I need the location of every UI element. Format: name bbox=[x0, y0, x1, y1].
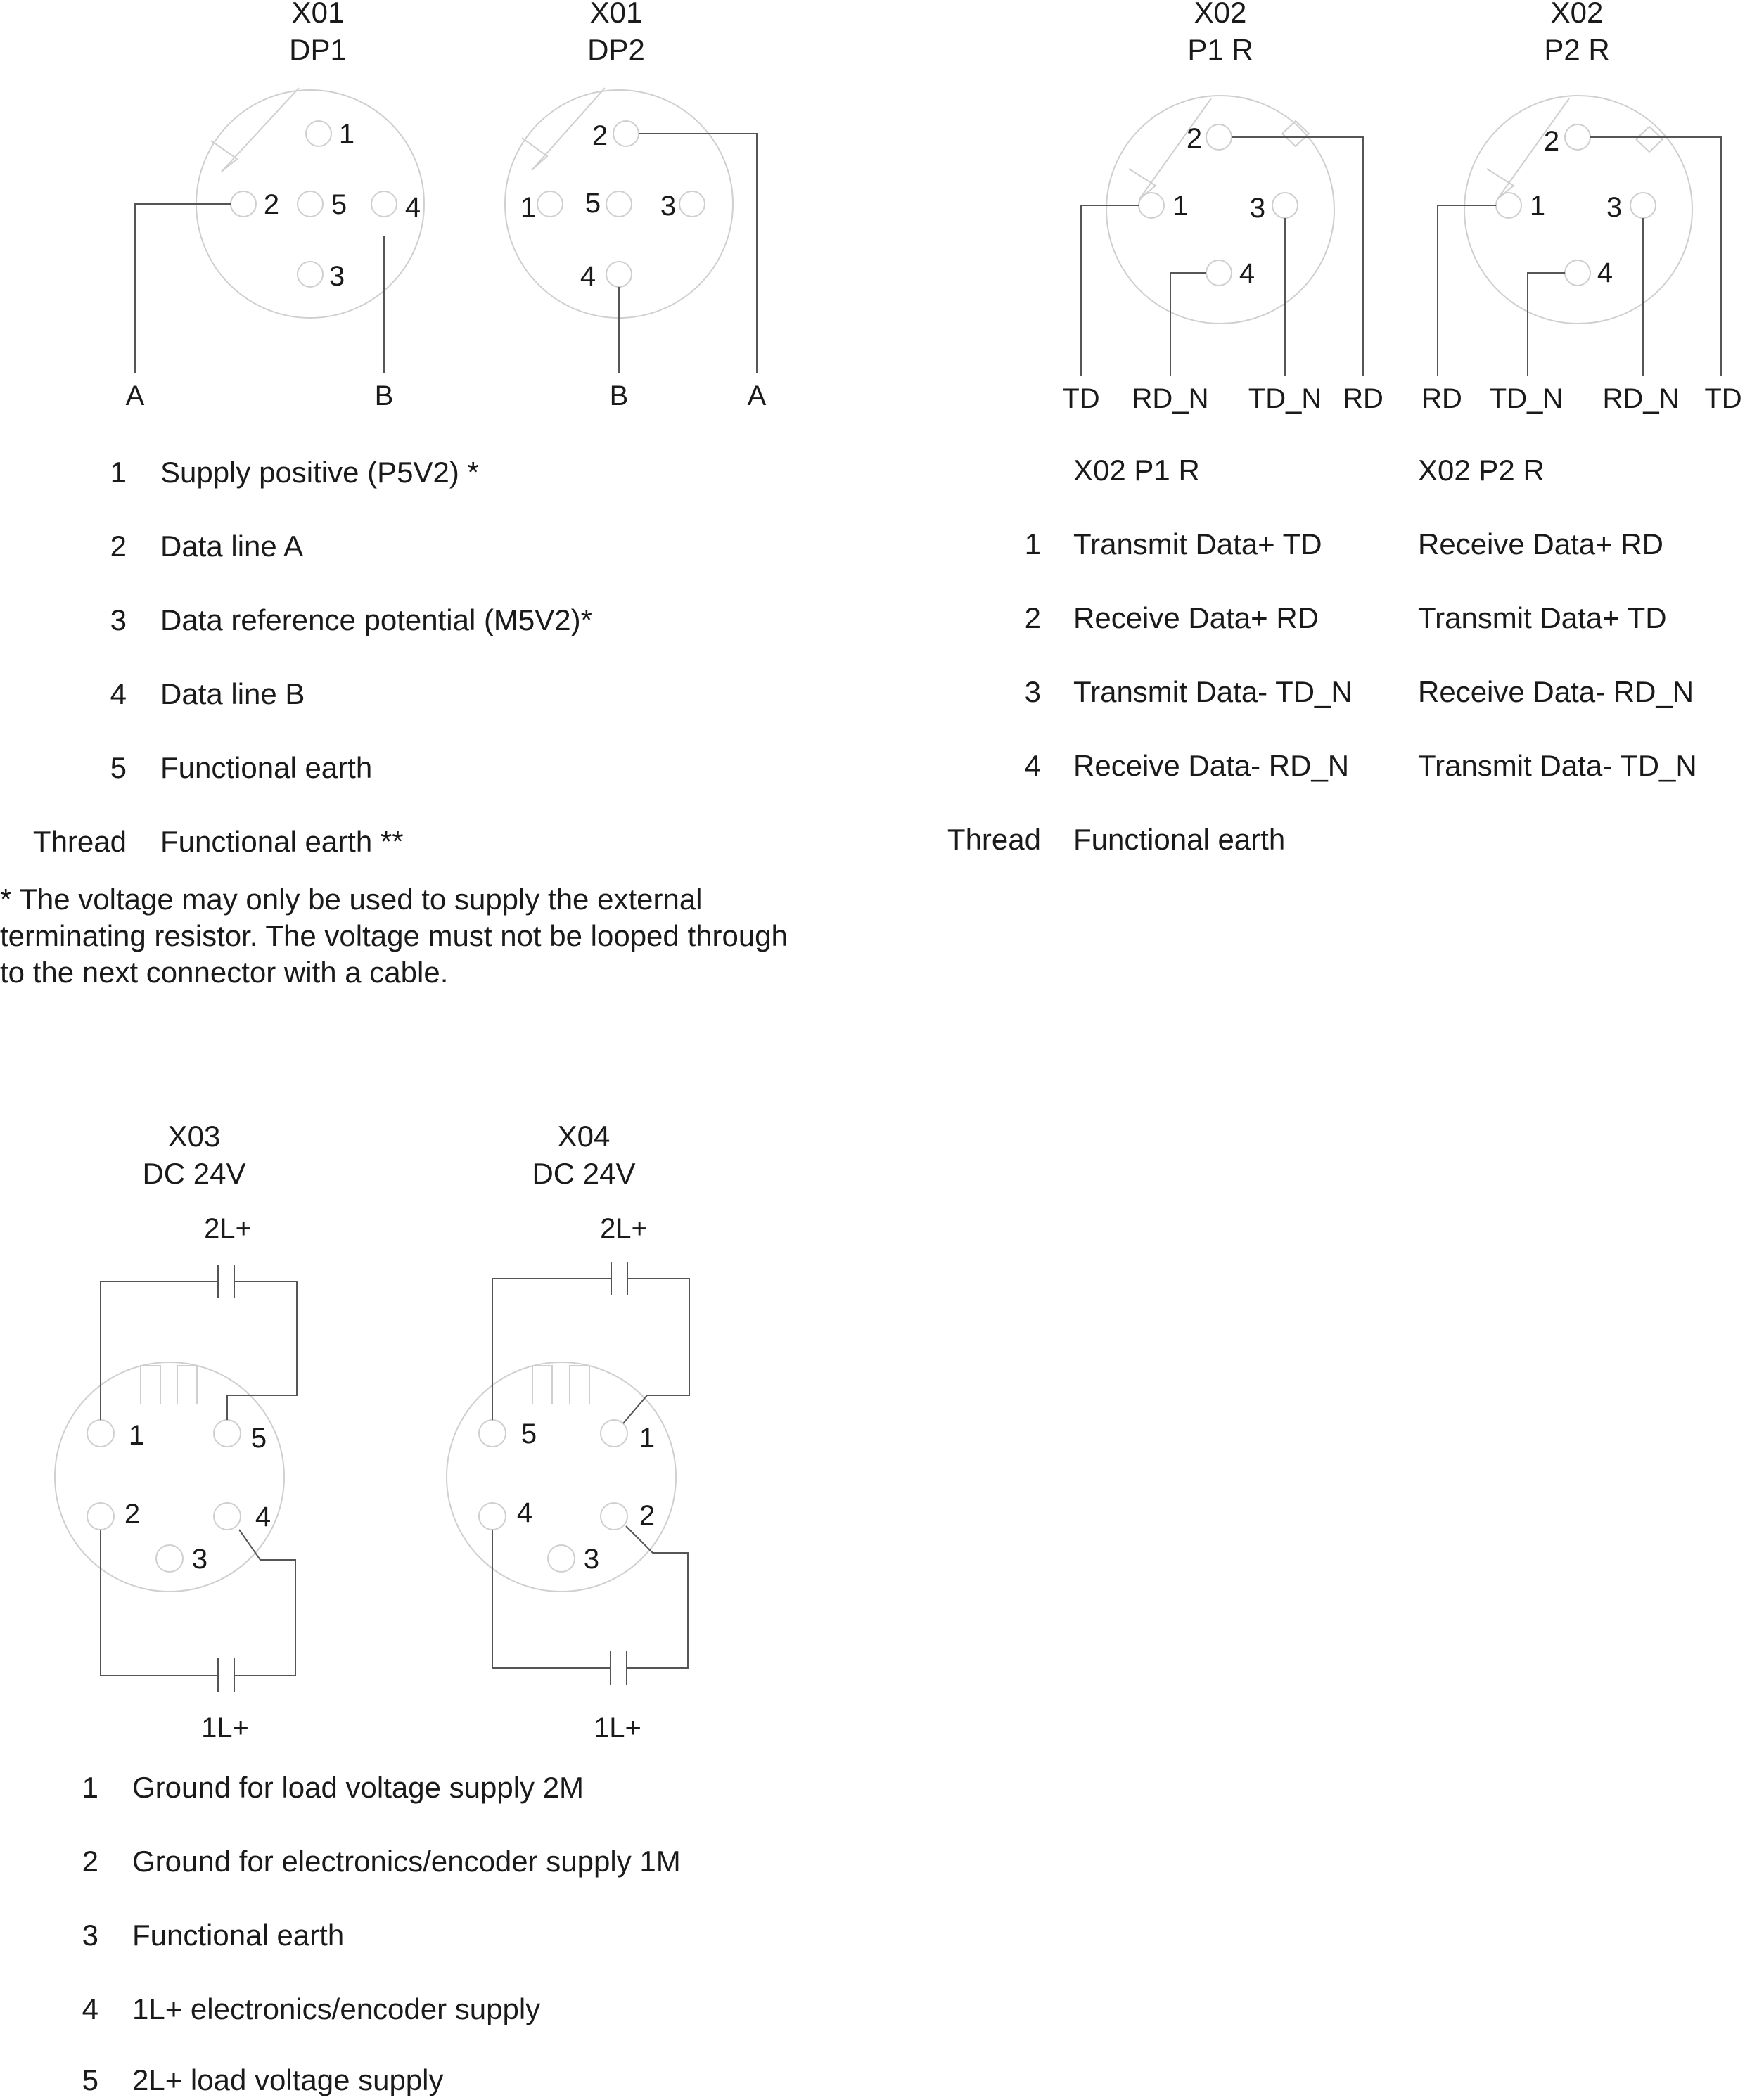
pin-number: 2 bbox=[82, 1845, 98, 1878]
pin-label: 4 bbox=[1239, 258, 1255, 289]
pin-label: 1 bbox=[639, 1423, 656, 1454]
pin-label: 3 bbox=[191, 1544, 208, 1575]
connector-x02-p2r bbox=[1421, 0, 1742, 414]
pin-label: 1 bbox=[128, 1420, 145, 1451]
connector-outline bbox=[55, 1362, 284, 1592]
pin-description: Ground for load voltage supply 2M bbox=[132, 1771, 584, 1804]
pin-label: 5 bbox=[331, 189, 347, 220]
signal-label: TD bbox=[1062, 383, 1100, 414]
pin-number: 3 bbox=[82, 1919, 98, 1952]
pin-number: 2 bbox=[1024, 601, 1041, 634]
table-header: X02 P1 R bbox=[1073, 454, 1200, 487]
pin-2 bbox=[613, 121, 639, 146]
wire bbox=[234, 1530, 295, 1675]
wire bbox=[1528, 273, 1565, 376]
connector-x04 bbox=[447, 1120, 689, 1743]
pin-1 bbox=[306, 121, 331, 146]
pin-number: 3 bbox=[1024, 675, 1041, 708]
pin-3 bbox=[1630, 193, 1656, 218]
pin-4 bbox=[371, 191, 397, 217]
pin-4 bbox=[214, 1503, 241, 1530]
pin-4 bbox=[606, 262, 632, 287]
signal-label: TD_N bbox=[1489, 383, 1564, 414]
wire bbox=[101, 1281, 218, 1420]
pin-2 bbox=[1565, 124, 1590, 150]
pin-description-p1: Receive Data+ RD bbox=[1073, 601, 1319, 634]
pin-description: Functional earth bbox=[132, 1919, 345, 1952]
pin-description: Data reference potential (M5V2)* bbox=[160, 603, 592, 636]
pin-label: 2 bbox=[1186, 123, 1203, 154]
pin-description-p2: Receive Data- RD_N bbox=[1418, 675, 1694, 708]
supply-label-top: 2L+ bbox=[600, 1213, 648, 1244]
connector-id: X01 bbox=[589, 0, 643, 29]
pin-label: 2 bbox=[1543, 126, 1560, 157]
wire bbox=[1170, 273, 1206, 376]
connector-name: P2 R bbox=[1544, 33, 1610, 66]
pin-label: 3 bbox=[660, 191, 677, 222]
pin-5 bbox=[606, 191, 632, 217]
footnote: * The voltage may only be used to supply the external terminating resistor. The voltage must not be looped through to the next connector with a cable. bbox=[0, 883, 788, 989]
pin-description-p1: Receive Data- RD_N bbox=[1073, 749, 1350, 782]
coding-key bbox=[532, 1366, 552, 1404]
connector-id: X02 bbox=[1194, 0, 1247, 29]
pin-label: 5 bbox=[520, 1419, 537, 1449]
supply-label-bottom: 1L+ bbox=[201, 1712, 249, 1743]
pin-label: 1 bbox=[520, 192, 537, 223]
pin-label: 4 bbox=[516, 1497, 533, 1528]
pin-description: Functional earth ** bbox=[160, 825, 404, 858]
wire bbox=[135, 204, 231, 373]
connector-x02-p1r bbox=[1062, 0, 1383, 414]
pin-number: 2 bbox=[110, 530, 127, 563]
pin-1 bbox=[601, 1420, 627, 1447]
connector-x01-dp1 bbox=[126, 0, 424, 411]
pin-4 bbox=[1565, 260, 1590, 286]
pin-5 bbox=[214, 1420, 241, 1447]
pin-number: 4 bbox=[110, 677, 127, 710]
wire bbox=[1590, 137, 1721, 376]
pin-label: 5 bbox=[250, 1423, 267, 1454]
signal-label: RD_N bbox=[1602, 383, 1680, 414]
wire bbox=[1232, 137, 1363, 376]
pin-label: 4 bbox=[1597, 257, 1613, 288]
pin-number: 4 bbox=[82, 1992, 98, 2025]
pin-2 bbox=[87, 1503, 114, 1530]
pin-label: 2 bbox=[263, 189, 280, 220]
signal-label: B bbox=[374, 380, 394, 411]
wire bbox=[623, 1279, 689, 1423]
pin-description-p1: Functional earth bbox=[1073, 823, 1286, 856]
pin-number: 1 bbox=[1024, 527, 1041, 561]
pin-3 bbox=[548, 1545, 575, 1572]
supply-label-top: 2L+ bbox=[204, 1213, 252, 1244]
pin-5 bbox=[298, 191, 323, 217]
wire bbox=[639, 134, 757, 373]
signal-label: RD bbox=[1343, 383, 1383, 414]
connector-name: DC 24V bbox=[142, 1157, 246, 1190]
signal-label: TD_N bbox=[1248, 383, 1322, 414]
pin-label: 2 bbox=[124, 1499, 141, 1530]
pin-4 bbox=[479, 1503, 506, 1530]
pin-1 bbox=[537, 191, 563, 217]
coding-key bbox=[177, 1366, 197, 1404]
connector-id: X01 bbox=[291, 0, 345, 29]
connector-name: DP2 bbox=[587, 33, 645, 66]
connector-name: DC 24V bbox=[532, 1157, 636, 1190]
connector-x01-dp2 bbox=[505, 0, 767, 411]
pin-label: 2 bbox=[639, 1500, 656, 1531]
pin-label: 3 bbox=[328, 261, 345, 292]
connector-outline bbox=[505, 90, 733, 318]
pin-label: 3 bbox=[1606, 192, 1623, 223]
pin-1 bbox=[1496, 193, 1521, 218]
pin-description-p1: Transmit Data- TD_N bbox=[1073, 675, 1353, 708]
pin-2 bbox=[601, 1503, 627, 1530]
pin-description: Functional earth bbox=[160, 751, 373, 784]
pin-1 bbox=[1139, 193, 1164, 218]
pin-label: 5 bbox=[584, 188, 601, 219]
pin-description-p2: Transmit Data- TD_N bbox=[1418, 749, 1697, 782]
pin-3 bbox=[1272, 193, 1298, 218]
connector-x03 bbox=[55, 1120, 297, 1743]
pin-2 bbox=[231, 191, 256, 217]
pin-4 bbox=[1206, 260, 1232, 286]
coding-key bbox=[141, 1366, 160, 1404]
coding-key bbox=[570, 1366, 589, 1404]
signal-label: RD_N bbox=[1132, 383, 1209, 414]
pin-description: Ground for electronics/encoder supply 1M bbox=[132, 1845, 681, 1878]
pin-label: 3 bbox=[1249, 193, 1266, 224]
pin-5 bbox=[479, 1420, 506, 1447]
connector-outline bbox=[1464, 96, 1692, 324]
pin-label: 1 bbox=[1529, 191, 1546, 222]
pin-label: 2 bbox=[592, 120, 608, 151]
signal-label: TD bbox=[1704, 383, 1742, 414]
pin-number: 1 bbox=[110, 456, 127, 489]
supply-label-bottom: 1L+ bbox=[594, 1712, 641, 1743]
pin-number: 4 bbox=[1024, 749, 1041, 782]
pin-description-p2: Transmit Data+ TD bbox=[1418, 601, 1667, 634]
connector-name: P1 R bbox=[1187, 33, 1253, 66]
signal-label: A bbox=[125, 380, 145, 411]
connector-id: X04 bbox=[557, 1120, 611, 1153]
wire bbox=[626, 1526, 688, 1668]
signal-label: A bbox=[747, 380, 767, 411]
wire bbox=[227, 1281, 297, 1420]
pin-label: 3 bbox=[583, 1544, 600, 1575]
pin-description: 1L+ electronics/encoder supply bbox=[132, 1992, 541, 2025]
coding-key bbox=[1636, 127, 1663, 152]
connector-outline bbox=[447, 1362, 676, 1592]
connector-id: X02 bbox=[1550, 0, 1604, 29]
wire bbox=[1081, 205, 1139, 376]
pin-description-p2: Receive Data+ RD bbox=[1418, 527, 1663, 561]
pin-2 bbox=[1206, 124, 1232, 150]
pin-description: Supply positive (P5V2) * bbox=[160, 456, 479, 489]
pin-number: Thread bbox=[32, 825, 127, 858]
pin-description: 2L+ load voltage supply bbox=[132, 2063, 444, 2096]
pin-number: 5 bbox=[82, 2063, 98, 2096]
signal-label: RD bbox=[1421, 383, 1462, 414]
pin-description-p1: Transmit Data+ TD bbox=[1073, 527, 1322, 561]
pin-description: Data line A bbox=[160, 530, 304, 563]
connector-name: DP1 bbox=[289, 33, 347, 66]
pin-1 bbox=[87, 1420, 114, 1447]
pin-3 bbox=[156, 1545, 183, 1572]
pin-label: 4 bbox=[580, 261, 596, 292]
pin-number: 1 bbox=[82, 1771, 98, 1804]
pin-label: 4 bbox=[255, 1502, 271, 1532]
pin-3 bbox=[298, 262, 323, 287]
pin-3 bbox=[679, 191, 705, 217]
signal-label: B bbox=[609, 380, 629, 411]
pin-number: 5 bbox=[110, 751, 127, 784]
pin-number: 3 bbox=[110, 603, 127, 636]
pin-description: Data line B bbox=[160, 677, 305, 710]
pin-number: Thread bbox=[947, 823, 1041, 856]
pin-label: 4 bbox=[404, 192, 421, 223]
pin-label: 1 bbox=[1172, 191, 1189, 222]
table-header: X02 P2 R bbox=[1418, 454, 1545, 487]
connector-id: X03 bbox=[167, 1120, 221, 1153]
connector-outline bbox=[1106, 96, 1334, 324]
pin-label: 1 bbox=[338, 119, 355, 150]
